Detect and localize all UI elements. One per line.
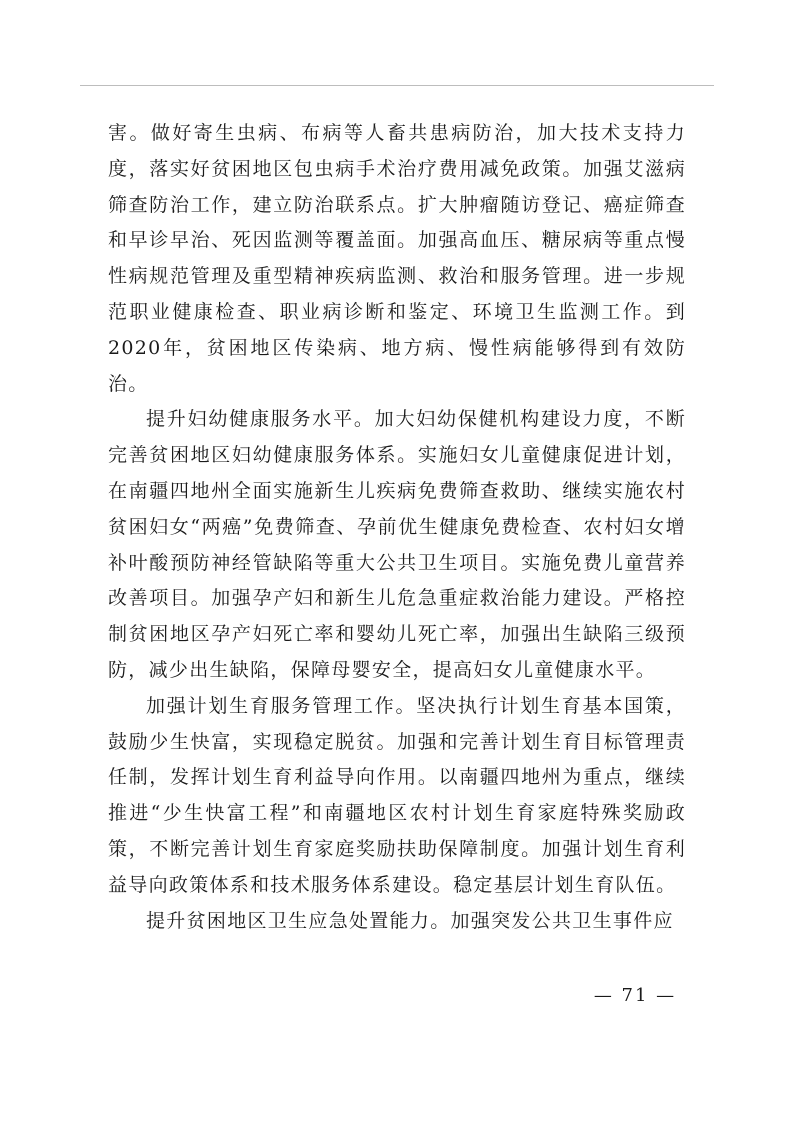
paragraph-maternal-child-health: 提升妇幼健康服务水平。加大妇幼保健机构建设力度，不断完善贫困地区妇幼健康服务体系。实施妇女儿童健康促进计划，在南疆四地州全面实施新生儿疾病免费筛查救助、继续实施农村贫困妇女“两癌”免费筛查、孕前优生健康免费检查、农村妇女增补叶酸预防神经管缺陷等重大公共卫生项目。实施免费儿童营养改善项目。加强孕产妇和新生儿危急重症救治能力建设。严格控制贫困地区孕产妇死亡率和婴幼儿死亡率，加强出生缺陷三级预防，减少出生缺陷，保障母婴安全，提高妇女儿童健康水平。 bbox=[108, 408, 686, 681]
paragraph-continuation: 害。做好寄生虫病、布病等人畜共患病防治，加大技术支持力度，落实好贫困地区包虫病手术治疗费用减免政策。加强艾滋病筛查防治工作，建立防治联系点。扩大肿瘤随访登记、癌症筛查和早诊早治、死因监测等覆盖面。加强高血压、糖尿病等重点慢性病规范管理及重型精神疾病监测、救治和服务管理。进一步规范职业健康检查、职业病诊断和鉴定、环境卫生监测工作。到2020年，贫困地区传染病、地方病、慢性病能够得到有效防治。 bbox=[108, 122, 686, 395]
body-text bbox=[108, 116, 686, 939]
paragraph-family-planning: 加强计划生育服务管理工作。坚决执行计划生育基本国策，鼓励少生快富，实现稳定脱贫。加强和完善计划生育目标管理责任制，发挥计划生育利益导向作用。以南疆四地州为重点，继续推进“少生快富工程”和南疆地区农村计划生育家庭特殊奖励政策，不断完善计划生育家庭奖励扶助保障制度。加强计划生育利益导向政策体系和技术服务体系建设。稳定基层计划生育队伍。 bbox=[108, 694, 686, 896]
header-rule bbox=[80, 85, 714, 86]
page-number: — 71 — bbox=[593, 985, 677, 1006]
paragraph-health-emergency: 提升贫困地区卫生应急处置能力。加强突发公共卫生事件应 bbox=[146, 909, 674, 932]
